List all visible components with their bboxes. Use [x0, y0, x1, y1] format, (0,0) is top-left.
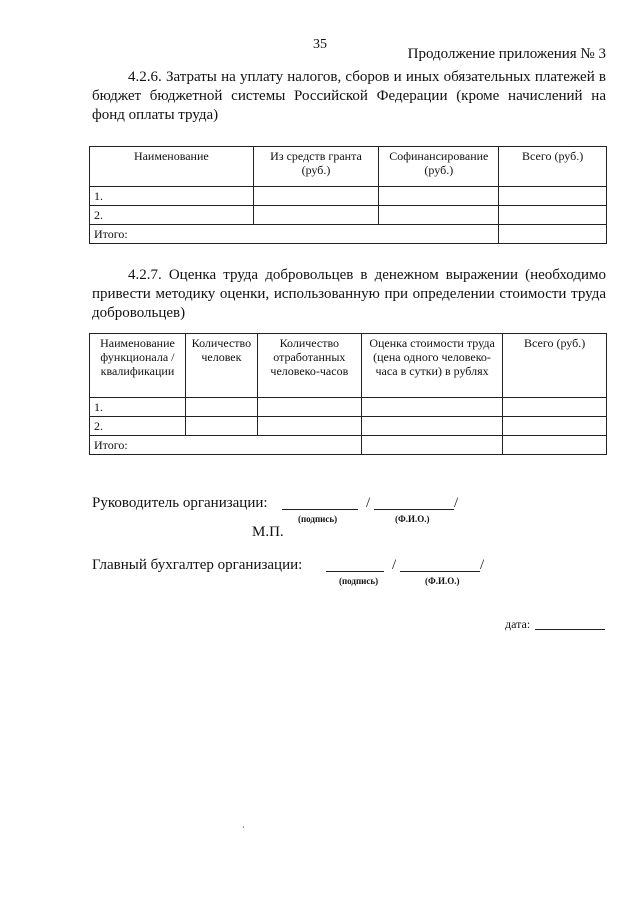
head-slash-left: / — [366, 495, 371, 511]
accountant-slash-right: / — [480, 557, 485, 573]
section-427-heading — [92, 266, 606, 323]
seal-label: М.П. — [252, 524, 284, 540]
table-cell[interactable] — [185, 417, 257, 436]
total-label-cell: Итого: — [90, 436, 362, 455]
header-cell: Из средств гранта (руб.) — [253, 147, 379, 187]
accountant-name-caption: (Ф.И.О.) — [425, 576, 460, 586]
table-row — [90, 417, 607, 436]
head-signature-line[interactable] — [282, 509, 358, 510]
table-total-row — [90, 436, 607, 455]
accountant-signature-label: Главный бухгалтер организации: — [92, 557, 303, 573]
table-cell[interactable] — [499, 187, 607, 206]
table-row — [90, 398, 607, 417]
table-cell[interactable] — [253, 187, 379, 206]
row-number-cell: 1. — [90, 398, 186, 417]
accountant-name-line[interactable] — [400, 571, 480, 572]
header-cell: Количество отработанных человеко-часов — [257, 334, 361, 398]
table-row — [90, 206, 607, 225]
table-cell[interactable] — [499, 225, 607, 244]
head-slash-right: / — [454, 495, 459, 511]
section-426-heading — [92, 68, 606, 125]
volunteers-table — [89, 333, 607, 455]
table-cell[interactable] — [499, 206, 607, 225]
header-cell: Оценка стоимости труда (цена одного человеко-часа в сутки) в рублях — [361, 334, 503, 398]
date-line[interactable] — [535, 617, 605, 630]
page-number: 35 — [313, 37, 327, 52]
scan-speck — [243, 826, 244, 828]
table-cell[interactable] — [503, 417, 607, 436]
header-cell: Наименование функционала / квалификации — [90, 334, 186, 398]
table-cell[interactable] — [361, 436, 503, 455]
table-cell[interactable] — [503, 398, 607, 417]
taxes-table-header-row — [90, 147, 607, 187]
head-sign-caption: (подпись) — [298, 514, 338, 524]
header-cell: Софинансирование (руб.) — [379, 147, 499, 187]
header-cell: Количество человек — [185, 334, 257, 398]
table-cell[interactable] — [257, 398, 361, 417]
head-name-caption: (Ф.И.О.) — [395, 514, 430, 524]
section-427-heading-text: 4.2.7. Оценка труда добровольцев в денежном выражении (необходимо привести методику оценки, использованную при определении стоимости труда добровольцев) — [92, 267, 606, 321]
date-label: дата: — [505, 617, 531, 631]
accountant-slash-left: / — [392, 557, 397, 573]
table-cell[interactable] — [379, 187, 499, 206]
table-cell[interactable] — [379, 206, 499, 225]
row-number-cell: 1. — [90, 187, 254, 206]
table-cell[interactable] — [185, 398, 257, 417]
head-signature-label: Руководитель организации: — [92, 495, 268, 511]
total-label-cell: Итого: — [90, 225, 499, 244]
table-cell[interactable] — [253, 206, 379, 225]
annex-title: Продолжение приложения № 3 — [407, 46, 606, 62]
table-cell[interactable] — [361, 417, 503, 436]
table-row — [90, 187, 607, 206]
taxes-table — [89, 146, 607, 244]
table-cell[interactable] — [361, 398, 503, 417]
row-number-cell: 2. — [90, 417, 186, 436]
header-cell: Всего (руб.) — [499, 147, 607, 187]
table-cell[interactable] — [503, 436, 607, 455]
header-cell: Наименование — [90, 147, 254, 187]
volunteers-table-header-row — [90, 334, 607, 398]
row-number-cell: 2. — [90, 206, 254, 225]
table-total-row — [90, 225, 607, 244]
header-cell: Всего (руб.) — [503, 334, 607, 398]
table-cell[interactable] — [257, 417, 361, 436]
accountant-sign-caption: (подпись) — [339, 576, 379, 586]
accountant-signature-line[interactable] — [326, 571, 384, 572]
head-name-line[interactable] — [374, 509, 454, 510]
section-426-heading-text: 4.2.6. Затраты на уплату налогов, сборов и иных обязательных платежей в бюджет бюджетной системы Российской Федерации (кроме начислений на фонд оплаты труда) — [92, 69, 606, 123]
